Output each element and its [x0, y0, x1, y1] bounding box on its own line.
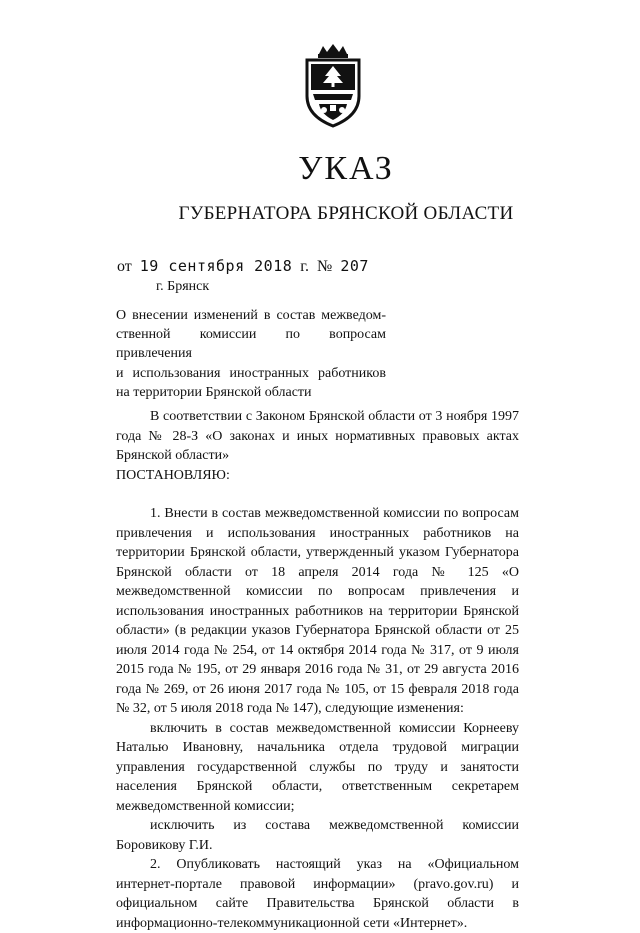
document-body: [116, 407, 519, 933]
document-title: УКАЗ: [298, 150, 394, 187]
bryansk-coat-of-arms-emblem: [297, 42, 369, 128]
decree-word: ПОСТАНОВЛЯЮ:: [116, 467, 230, 483]
subject-line: и использования иностранных работников: [116, 365, 386, 381]
document-number: 207: [340, 257, 369, 275]
issue-place: г. Брянск: [156, 279, 210, 294]
year-abbr: г.: [300, 258, 310, 275]
document-date: 19 сентября 2018: [139, 257, 293, 275]
item-1-exclude-paragraph: исключить из состава межведомственной комиссии Боровикову Г.И.: [116, 818, 519, 853]
document-issuer: ГУБЕРНАТОРА БРЯНСКОЙ ОБЛАСТИ: [178, 203, 514, 224]
subject-line: на территории Брянской области: [116, 384, 312, 400]
preamble-paragraph: В соответствии с Законом Брянской области от 3 ноября 1997 года № 28-З «О законах и иных нормативных правовых актах Брянской области»: [116, 409, 519, 463]
number-sign: №: [317, 258, 333, 275]
date-number-line: [117, 257, 369, 276]
date-prefix: от: [117, 258, 132, 275]
item-1-include-paragraph: включить в состав межведомственной комиссии Корнееву Наталью Ивановну, начальника отдела трудовой миграции управления государственной службы по труду и занятости населения Брянской области, ответственным секретарем межведомственной комиссии;: [116, 720, 519, 814]
subject-line: О внесении изменений в состав межведом-: [116, 308, 386, 323]
item-1-paragraph: 1. Внести в состав межведомственной комиссии по вопросам привлечения и использования иностранных работников на территории Брянской области, утвержденный указом Губернатора Брянской области от 18 апреля 2014 года № 125 «О межведомственной комиссии по вопросам привлечения и использования иностранных работников на территории Брянской области» (в редакции указов Губернатора Брянской области от 25 июля 2014 года № 254, от 14 октября 2014 года № 317, от 9 июля 2015 года № 195, от 29 января 2016 года № 31, от 29 августа 2016 года № 269, от 26 июня 2017 года № 105, от 15 февраля 2018 года № 32, от 5 июля 2018 года № 147), следующие изменения:: [116, 506, 519, 716]
document-subject: [116, 306, 386, 402]
item-2-paragraph: 2. Опубликовать настоящий указ на «Официальном интернет-портале правовой информации» (pravo.gov.ru) и официальном сайте Правительства Брянской области в информационно-телекоммуникационной сети «Интернет».: [116, 857, 519, 931]
subject-line: ственной комиссии по вопросам привлечения: [116, 327, 386, 362]
